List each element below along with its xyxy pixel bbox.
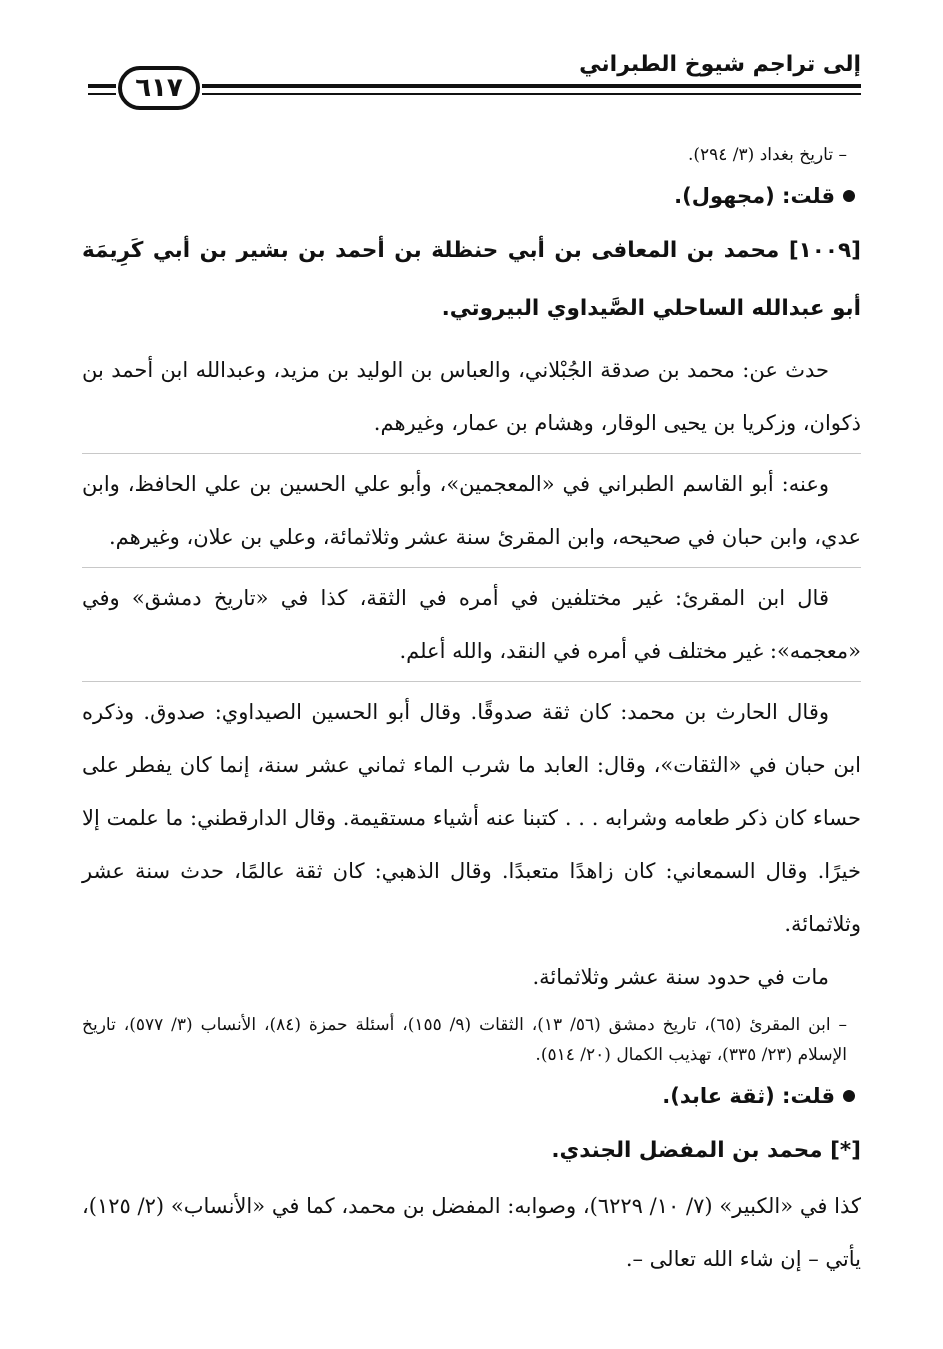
paragraph-correction: كذا في «الكبير» (٧/ ١٠/ ٦٢٢٩)، وصوابه: المفضل بن محمد، كما في «الأنساب» (٢/ ١٢٥)، يأتي – إن شاء الله تعالى –. bbox=[82, 1194, 861, 1271]
bullet-icon bbox=[843, 1090, 855, 1102]
separator bbox=[82, 681, 861, 682]
header-rule-thick bbox=[202, 84, 861, 88]
entry-heading-1009: [١٠٠٩] محمد بن المعافى بن أبي حنظلة بن أحمد بن بشير بن أبي كَرِيمَة أبو عبدالله الساحلي الصَّيداوي البيروتي. bbox=[82, 238, 861, 321]
verdict-1009 bbox=[82, 1076, 861, 1116]
header-rule-thin bbox=[202, 93, 861, 95]
header-rule-left-thin bbox=[88, 93, 116, 95]
header-rule-left-thick bbox=[88, 84, 116, 88]
separator bbox=[82, 453, 861, 454]
paragraph-gradings: وقال الحارث بن محمد: كان ثقة صدوقًا. وقال أبو الحسين الصيداوي: صدوق. وذكره ابن حبان في «الثقات»، وقال: العابد ما شرب الماء ثماني عشر سنة، إنما كان يفطر على حساء كان ذكر طعامه وشرابه . . . كتبنا عنه أشياء مستقيمة. وقال الدارقطني: ما علمت إلا خيرًا. وقال السمعاني: كان زاهدًا متعبدًا. وقال الذهبي: كان ثقة عالمًا، حدث سنة عشر وثلاثمائة. bbox=[82, 700, 861, 936]
running-header-title: إلى تراجم شيوخ الطبراني bbox=[579, 52, 861, 77]
paragraph-ibn-almuqri: قال ابن المقرئ: غير مختلفين في أمره في الثقة، كذا في «تاريخ دمشق» وفي «معجمه»: غير مختلف في أمره في النقد، والله أعلم. bbox=[82, 586, 861, 663]
paragraph-students: وعنه: أبو القاسم الطبراني في «المعجمين»، وأبو علي الحسين بن علي الحافظ، وابن عدي، وابن حبان في صحيحه، وابن المقرئ سنة عشر وثلاثمائة، وعلي بن علان، وغيرهم. bbox=[82, 472, 861, 549]
page-body bbox=[82, 140, 861, 1286]
source-citations-1009: – ابن المقرئ (٦٥)، تاريخ دمشق (٥٦/ ١٣)، الثقات (٩/ ١٥٥)، أسئلة حمزة (٨٤)، الأنساب (٣/ ٥٧٧)، تاريخ الإسلام (٢٣/ ٣٣٥)، تهذيب الكمال (٢٠/ ٥١٤). bbox=[82, 1015, 847, 1065]
paragraph-death: مات في حدود سنة عشر وثلاثمائة. bbox=[532, 965, 829, 989]
bullet-icon bbox=[843, 190, 855, 202]
separator bbox=[82, 567, 861, 568]
verdict-text: قلت: (مجهول). bbox=[674, 184, 835, 208]
paragraph-teachers: حدث عن: محمد بن صدقة الجُبْلاني، والعباس بن الوليد بن مزيد، وعبدالله ابن أحمد بن ذكوان، وزكريا بن يحيى الوقار، وهشام بن عمار، وغيرهم. bbox=[82, 358, 861, 435]
page-number: ٦١٧ bbox=[118, 66, 200, 110]
verdict-previous bbox=[82, 176, 861, 216]
source-citation-previous: – تاريخ بغداد (٣/ ٢٩٤). bbox=[687, 145, 847, 165]
verdict-text: قلت: (ثقة عابد). bbox=[662, 1084, 835, 1108]
entry-heading-star: [*] محمد بن المفضل الجندي. bbox=[551, 1138, 861, 1163]
